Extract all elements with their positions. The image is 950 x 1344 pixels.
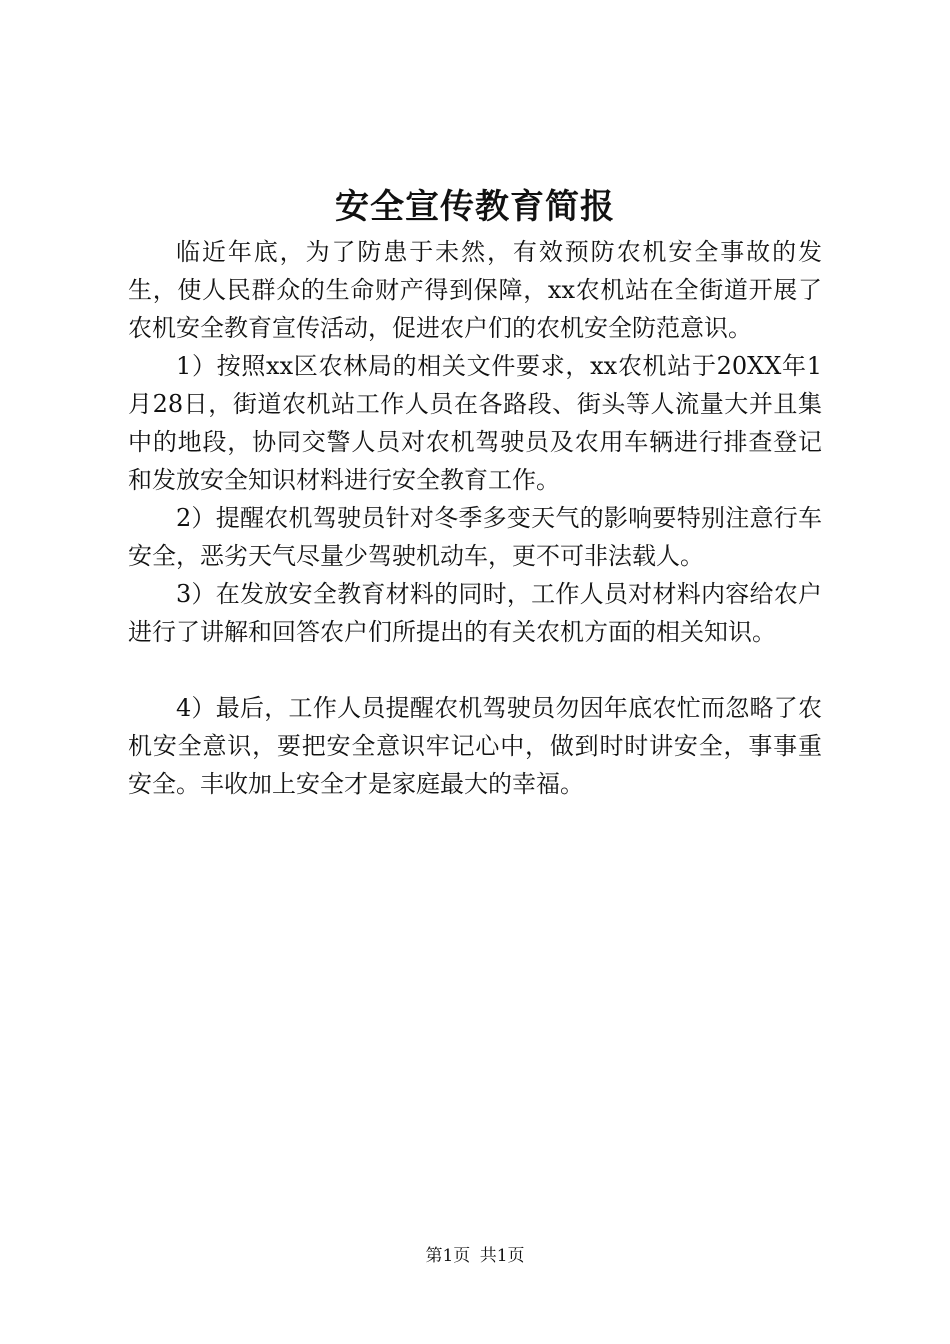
paragraph-item-1: 1）按照xx区农林局的相关文件要求，xx农机站于20XX年1月28日，街道农机站工作人员在各路段、街头等人流量大并且集中的地段，协同交警人员对农机驾驶员及农用车辆进行排查登记和发放安全知识材料进行安全教育工作。 xyxy=(128,352,822,494)
document-title: 安全宣传教育简报 xyxy=(335,187,615,227)
paragraph-intro: 临近年底，为了防患于未然，有效预防农机安全事故的发生，使人民群众的生命财产得到保障，xx农机站在全街道开展了农机安全教育宣传活动，促进农户们的农机安全防范意识。 xyxy=(128,238,822,342)
page-number-current: 第1页 xyxy=(425,1246,471,1266)
document-body xyxy=(128,233,822,803)
paragraph-item-4: 4）最后，工作人员提醒农机驾驶员勿因年底农忙而忽略了农机安全意识，要把安全意识牢记心中，做到时时讲安全，事事重安全。丰收加上安全才是家庭最大的幸福。 xyxy=(128,694,822,798)
paragraph-item-2: 2）提醒农机驾驶员针对冬季多变天气的影响要特别注意行车安全，恶劣天气尽量少驾驶机动车，更不可非法载人。 xyxy=(128,504,822,570)
page-number-total: 共1页 xyxy=(479,1246,525,1266)
page-footer xyxy=(0,1244,950,1268)
paragraph-item-3: 3）在发放安全教育材料的同时，工作人员对材料内容给农户进行了讲解和回答农户们所提出的有关农机方面的相关知识。 xyxy=(128,580,822,646)
